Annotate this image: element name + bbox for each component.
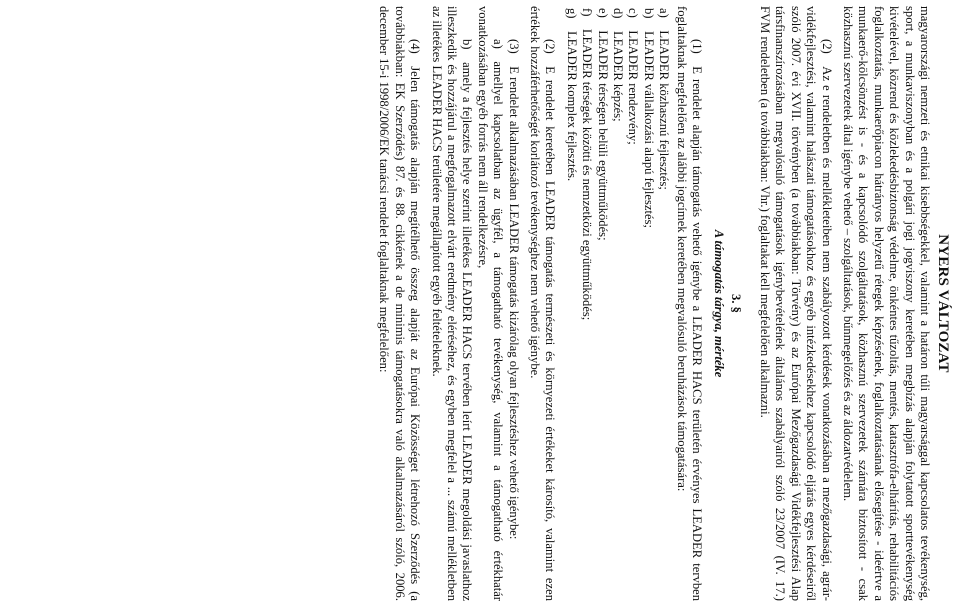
list-item: c) LEADER rendezvény; <box>626 8 641 145</box>
list-item: d) LEADER képzés; <box>611 8 626 122</box>
subitem-b: b) amely a fejlesztés helye szerint illetékes LEADER HACS tervében leírt LEADER megoldási javaslathoz illeszkedik és hozzájárul a megfogalmazott elvárt eredmény eléréséhez, és egyben megfelel a ... számú mellékletben az illetékes LEADER HACS területére megállapított egyéb feltételeknek. <box>429 6 475 601</box>
intro-paragraph: magyarországi nemzeti és etnikai kisebbségekkel, valamint a határon túli magyarsággal kapcsolatos tevékenység, sport, a munkaviszonyban és a polgári jogi jogviszony keretében megbízás alapján folytatott sporttevékenység kivételével, közrend és közlekedésbiztonság védelme, önkéntes tűzoltás, mentés, katasztrófa-elhárítás, rehabilitációs foglalkoztatás, munkaerőpiacon hátrányos helyzetű rétegek képzésének, foglalkoztatásának elősegítése - ideértve a munkaerő-kölcsönzést is - és a kapcsolódó szolgáltatások, közhasznú szervezetek számára biztosított - csak közhasznú szervezetek által igénybe vehető – szolgáltatások, bűnmegelőzés és az áldozatvédelem. <box>840 6 932 601</box>
list-item: b) LEADER vállalkozási alapú fejlesztés; <box>641 8 656 228</box>
section-heading: 3. § <box>728 294 743 313</box>
section-subtitle: A támogatás tárgya, mértéke <box>711 229 726 378</box>
list-item: g) LEADER komplex fejlesztés. <box>564 8 579 182</box>
jogcim-list <box>563 6 671 601</box>
list-item: f) LEADER térségek közötti és nemzetközi együttműködés; <box>580 8 595 321</box>
paragraph-3-1: (1) E rendelet alapján támogatás vehető igénybe a LEADER HACS területén érvényes LEADER tervben foglaltaknak megfelelően az alábbi jogcímek keretében megvalósuló beruházások támogatására: <box>674 6 705 601</box>
document-title: NYERS VÁLTOZAT <box>935 234 951 373</box>
subitem-a: a) amellyel kapcsolatban az ügyfél, a támogatható tevékenység, valamint a támogatható értékhatár vonatkozásában egyéb forrás nem áll rendelkezésre, <box>475 6 506 601</box>
paragraph-2: (2) Az e rendeletben és mellékleteiben nem szabályozott kérdések vonatkozásában a mezőgazdasági, agrár-vidékfejlesztési, valamint halászati támogatásokhoz és egyéb intézkedésekhez kapcsolódó eljárás egyes kérdéseiről szóló 2007. évi XVII. törvényben (a továbbiakban: Törvény) és az Európai Mezőgazdasági Vidékfejlesztési Alap társfinanszírozásában megvalósuló támogatások igénybevételének általános szabályairól szóló 23/2007 (IV. 17.) FVM rendeletben (a továbbiakban: Vhr.) foglaltakat kell megfelelően alkalmazni. <box>757 6 834 601</box>
paragraph-4: (4) Jelen támogatás alapján megítélhető összeg alapját az Európai Közösséget létrehozó Szerződés (a továbbiakban: EK Szerződés) 87. és 88. cikkének a de minimis támogatásokra való alkalmazásáról szóló, 2006. december 15-i 1998/2006/EK tanácsi rendelet foglaltaknak megfelelően: <box>377 6 423 601</box>
paragraph-3-3: (3) E rendelet alkalmazásában LEADER támogatás kizárólag olyan fejlesztéshez vehető igénybe: <box>506 39 521 540</box>
paragraph-3-2: (2) E rendelet keretében LEADER támogatás természeti és környezeti értékeket károsító, valamint ezen értékek hozzáférhetőségét korlátozó tevékenységhez nem vehető igénybe. <box>528 6 558 601</box>
list-item: a) LEADER közhasznú fejlesztés; <box>657 8 672 190</box>
list-item: e) LEADER térségen belüli együttműködés; <box>595 8 610 241</box>
